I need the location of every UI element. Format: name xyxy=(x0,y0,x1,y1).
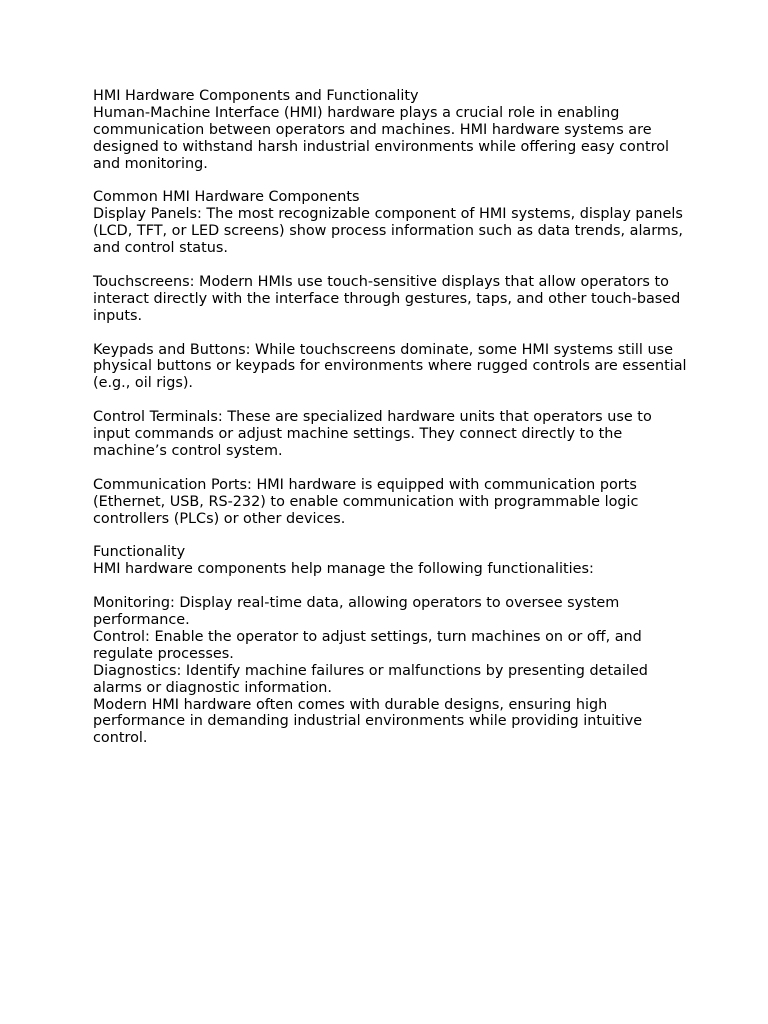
blank-line xyxy=(93,392,693,409)
blank-line xyxy=(93,173,693,190)
intro-paragraph: Human-Machine Interface (HMI) hardware plays a crucial role in enabling communication between operators and machines. HMI hardware systems are designed to withstand harsh industrial environments while offering easy control and monitoring. xyxy=(93,104,670,172)
document-page xyxy=(93,88,693,747)
blank-line xyxy=(93,257,693,274)
display-panels-paragraph: Display Panels: The most recognizable component of HMI systems, display panels (LCD, TFT, or LED screens) show process information such as data trends, alarms, and control status. xyxy=(93,206,684,257)
control-terminals-paragraph: Control Terminals: These are specialized hardware units that operators use to input commands or adjust machine settings. They connect directly to the machine’s control system. xyxy=(93,409,652,459)
monitoring-item: Monitoring: Display real-time data, allowing operators to oversee system performance. xyxy=(93,595,620,628)
blank-line xyxy=(93,325,693,342)
components-heading: Common HMI Hardware Components xyxy=(93,189,360,206)
communication-ports-paragraph: Communication Ports: HMI hardware is equipped with communication ports (Ethernet, USB, RS-232) to enable communication with programmable logic controllers (PLCs) or other devices. xyxy=(93,476,639,527)
control-item: Control: Enable the operator to adjust settings, turn machines on or off, and regulate processes. xyxy=(93,628,642,662)
blank-line xyxy=(93,527,693,544)
diagnostics-item: Diagnostics: Identify machine failures or malfunctions by presenting detailed alarms or diagnostic information. xyxy=(93,662,648,696)
functionality-heading: Functionality xyxy=(93,544,186,561)
blank-line xyxy=(93,578,693,595)
functionality-intro: HMI hardware components help manage the following functionalities: xyxy=(93,561,594,578)
touchscreens-paragraph: Touchscreens: Modern HMIs use touch-sensitive displays that allow operators to interact directly with the interface through gestures, taps, and other touch-based inputs. xyxy=(93,273,681,324)
keypads-paragraph: Keypads and Buttons: While touchscreens dominate, some HMI systems still use physical buttons or keypads for environments where rugged controls are essential (e.g., oil rigs). xyxy=(93,341,687,392)
conclusion-paragraph: Modern HMI hardware often comes with durable designs, ensuring high performance in demanding industrial environments while providing intuitive control. xyxy=(93,696,643,747)
blank-line xyxy=(93,460,693,477)
document-title: HMI Hardware Components and Functionality xyxy=(93,88,419,104)
